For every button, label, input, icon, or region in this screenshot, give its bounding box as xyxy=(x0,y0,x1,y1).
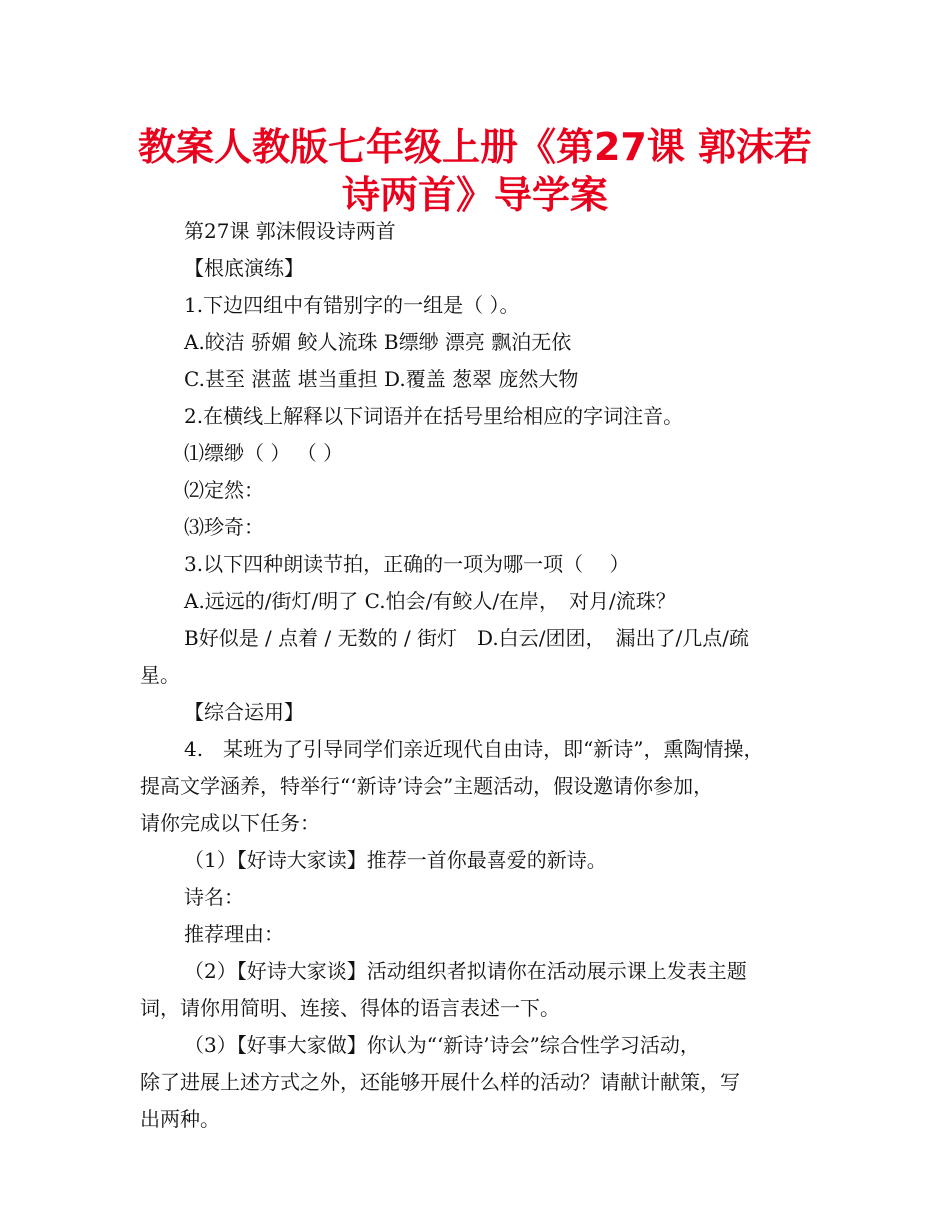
task-1-poem-name: 诗名： xyxy=(184,885,244,909)
task-1-reason: 推荐理由： xyxy=(184,922,284,946)
section-heading-application: 【综合运用】 xyxy=(184,700,304,724)
document-title-line-1: 教案人教版七年级上册《第27课 郭沫若 xyxy=(137,125,813,169)
question-3-options-bd: B好似是 / 点着 / 无数的 / 街灯 D.白云/团团， 漏出了/几点/疏 xyxy=(184,626,749,650)
question-1: 1.下边四组中有错别字的一组是（ ）。 xyxy=(184,293,520,317)
question-4-line-3: 请你完成以下任务： xyxy=(140,811,320,835)
section-heading-basics: 【根底演练】 xyxy=(184,256,304,280)
document-body xyxy=(140,213,820,1138)
task-3-line-3: 出两种。 xyxy=(140,1107,220,1131)
question-1-options-ab: A.皎洁 骄媚 鲛人流珠 B缥缈 漂亮 飘泊无依 xyxy=(184,330,572,354)
question-2-item-3: ⑶珍奇： xyxy=(184,515,264,539)
lesson-heading: 第27课 郭沫假设诗两首 xyxy=(184,219,396,243)
question-2-item-2: ⑵定然： xyxy=(184,478,264,502)
document-title-line-2: 诗两首》导学案 xyxy=(341,173,608,217)
question-2: 2.在横线上解释以下词语并在括号里给相应的字词注音。 xyxy=(184,404,684,428)
question-2-item-1: ⑴缥缈（ ） （ ） xyxy=(184,441,344,465)
task-1: （1）【好诗大家读】推荐一首你最喜爱的新诗。 xyxy=(184,848,607,872)
question-1-options-cd: C.甚至 湛蓝 堪当重担 D.覆盖 葱翠 庞然大物 xyxy=(184,367,579,391)
question-4-line-2: 提高文学涵养，特举行“‘新诗’诗会”主题活动，假设邀请你参加， xyxy=(140,774,714,798)
question-4-line-1: 4. 某班为了引导同学们亲近现代自由诗，即“新诗”，熏陶情操， xyxy=(184,737,764,761)
task-3-line-1: （3）【好事大家做】你认为“‘新诗’诗会”综合性学习活动， xyxy=(184,1033,700,1057)
task-3-line-2: 除了进展上述方式之外，还能够开展什么样的活动？请献计献策，写 xyxy=(140,1070,740,1094)
question-3-options-ac: A.远远的/街灯/明了 C.怕会/有鲛人/在岸， 对月/流珠？ xyxy=(184,589,676,613)
task-2-line-2: 词，请你用简明、连接、得体的语言表述一下。 xyxy=(140,996,560,1020)
question-3-options-bd-cont: 星。 xyxy=(140,663,180,687)
question-3: 3.以下四种朗读节拍，正确的一项为哪一项（ ） xyxy=(184,552,630,576)
task-2-line-1: （2）【好诗大家谈】活动组织者拟请你在活动展示课上发表主题 xyxy=(184,959,747,983)
